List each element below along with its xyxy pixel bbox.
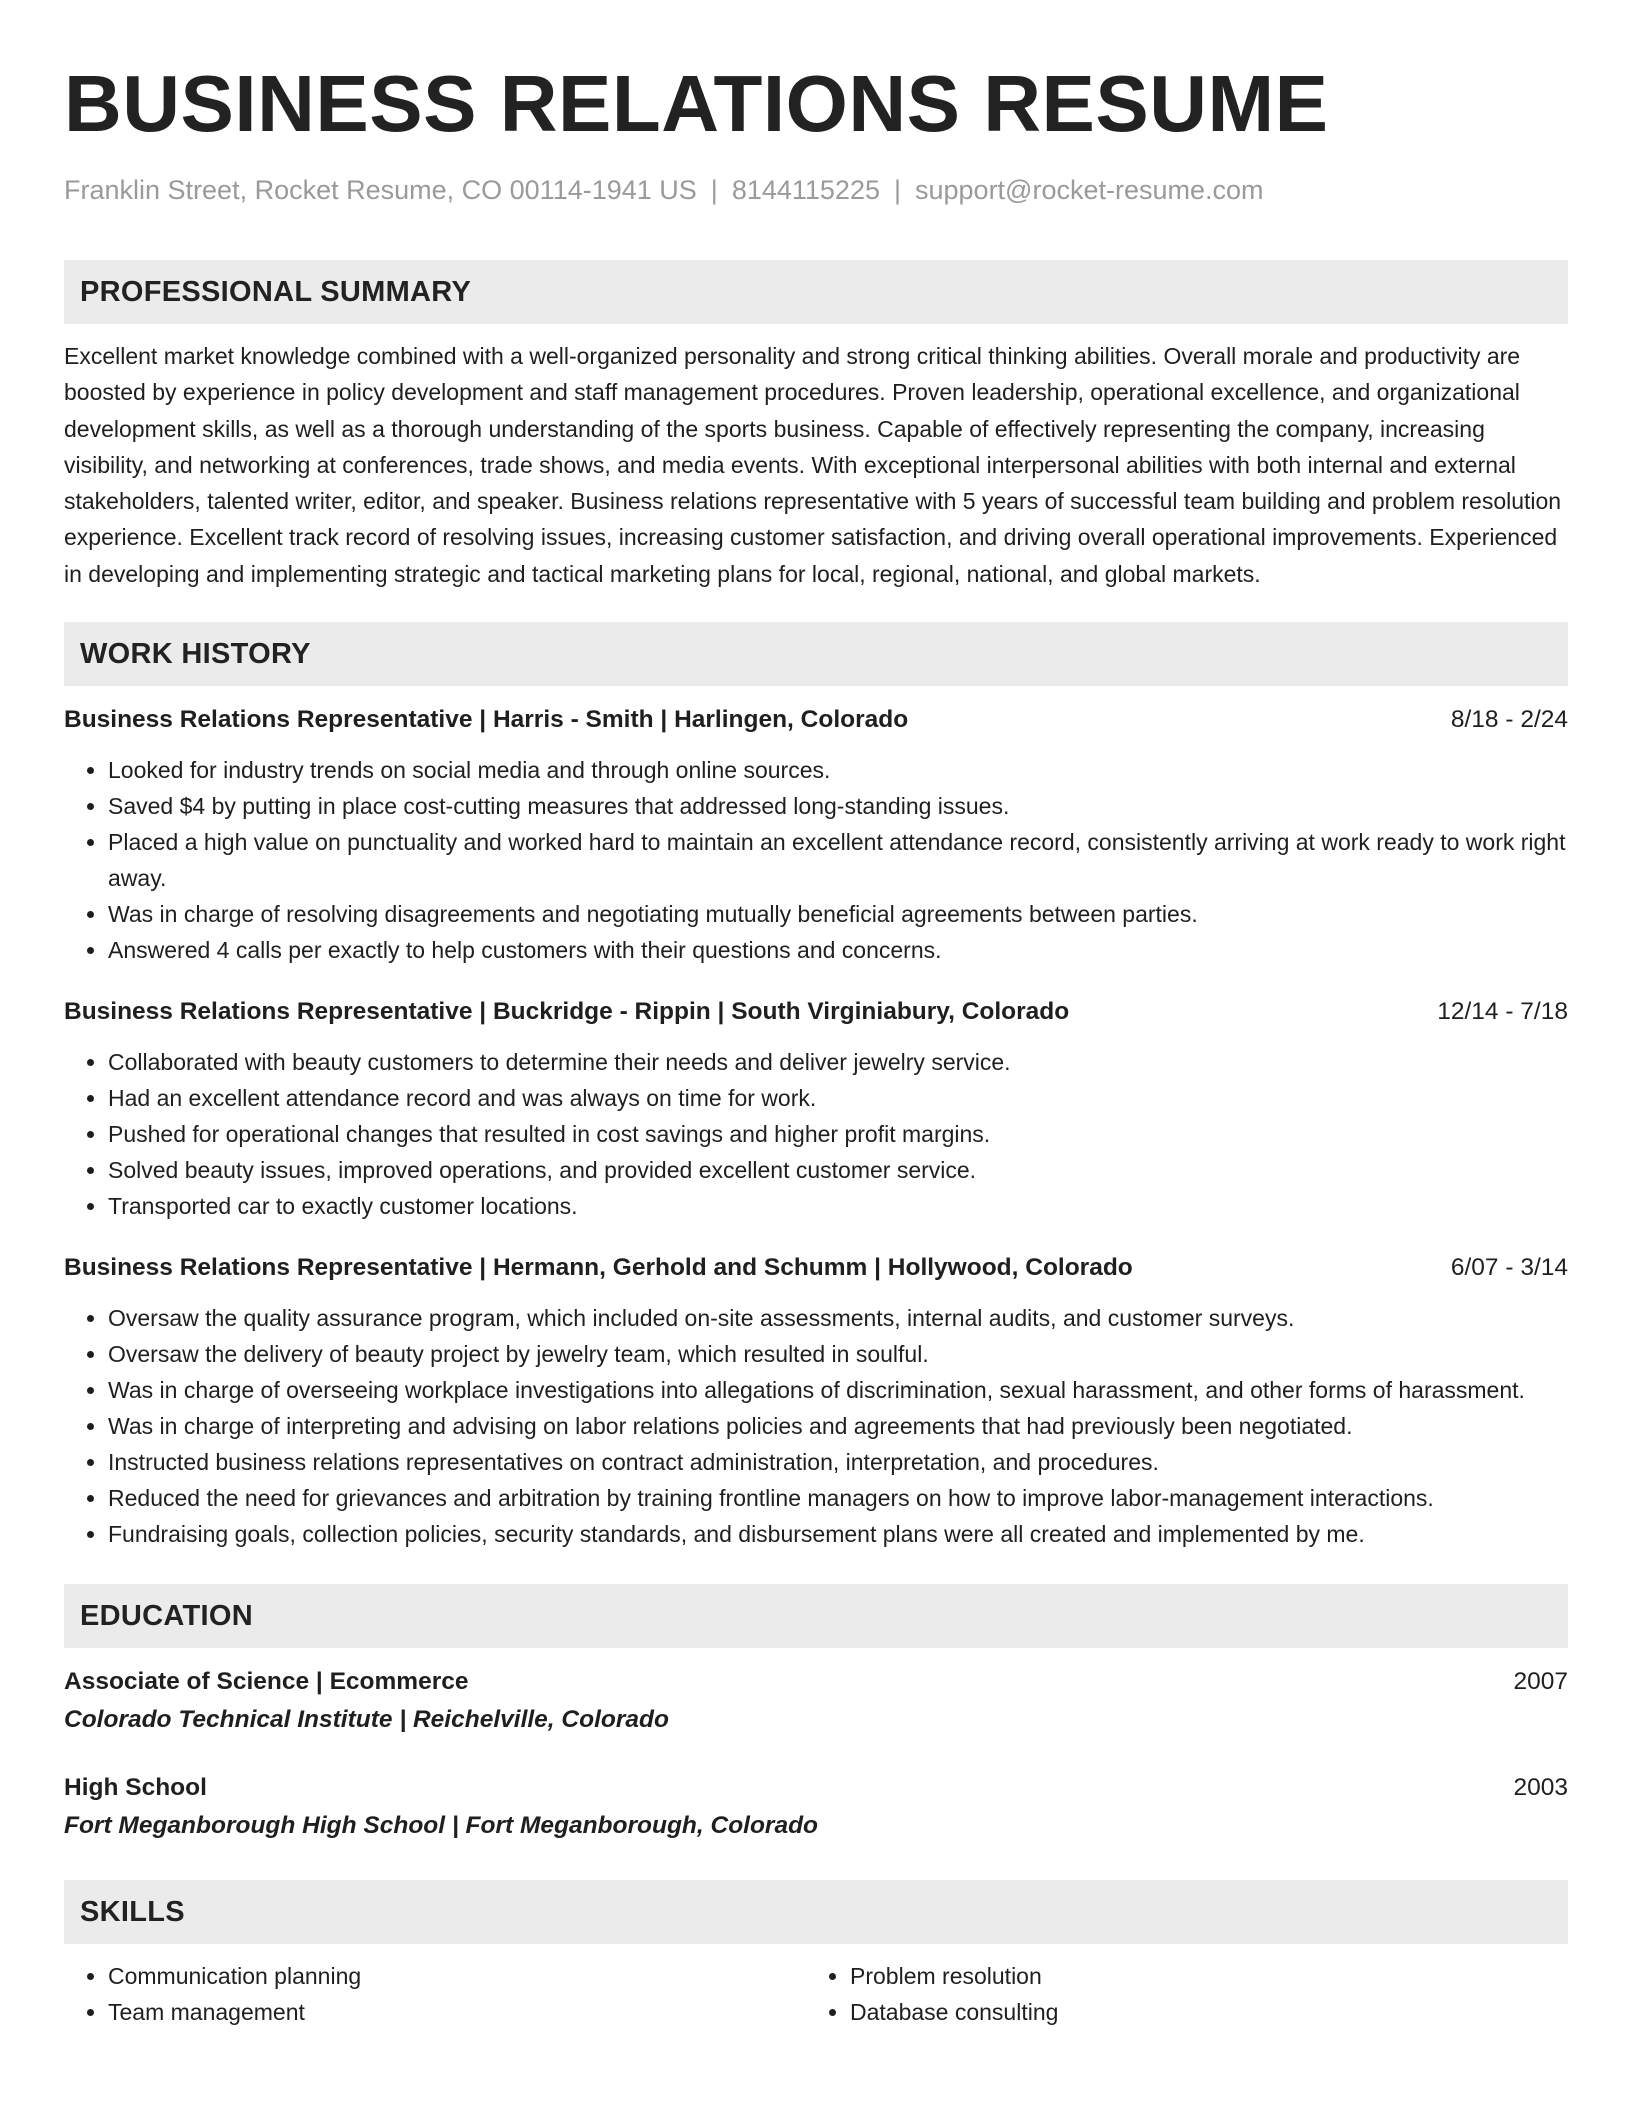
job-dates: 6/07 - 3/14: [1450, 1254, 1568, 1282]
resume-title: BUSINESS RELATIONS RESUME: [64, 59, 1329, 148]
job-bullet: • Was in charge of resolving disagreements and negotiating mutually beneficial agreements between parties.: [108, 896, 1568, 932]
job-title: Business Relations Representative | Hermann, Gerhold and Schumm | Hollywood, Colorado: [64, 1254, 1133, 1282]
graduation-year: 2003: [1513, 1774, 1568, 1802]
job-title: Business Relations Representative | Buckridge - Rippin | South Virginiabury, Colorado: [64, 998, 1070, 1026]
contact-separator: |: [893, 175, 901, 205]
graduation-year: 2007: [1513, 1668, 1568, 1696]
skills-column-right: [806, 1958, 1548, 2030]
work-history-section: [64, 622, 1568, 1552]
job-bullet: • Placed a high value on punctuality and worked hard to maintain an excellent attendance record, consistently arriving at work ready to work right away.: [108, 824, 1568, 896]
contact-address: Franklin Street, Rocket Resume, CO 00114-1941 US: [64, 175, 697, 205]
skill-item: • Communication planning: [108, 1958, 806, 1994]
section-header-skills: [64, 1880, 1568, 1944]
section-header-work: [64, 622, 1568, 686]
education-heading: EDUCATION: [80, 1599, 253, 1632]
job-bullet: • Looked for industry trends on social media and through online sources.: [108, 752, 1568, 788]
skills-heading: SKILLS: [80, 1895, 185, 1928]
job-bullet: • Fundraising goals, collection policies, security standards, and disbursement plans were all created and implemented by me.: [108, 1516, 1568, 1552]
skills-column-left: [64, 1958, 806, 2030]
job-bullet: • Had an excellent attendance record and was always on time for work.: [108, 1080, 1568, 1116]
skills-list: [64, 1958, 1568, 2030]
summary-heading: PROFESSIONAL SUMMARY: [80, 275, 472, 308]
contact-line: [64, 172, 1568, 208]
job-bullet: • Transported car to exactly customer locations.: [108, 1188, 1568, 1224]
job-entry: [64, 994, 1568, 1224]
job-title: Business Relations Representative | Harris - Smith | Harlingen, Colorado: [64, 706, 909, 734]
job-bullet: • Oversaw the quality assurance program, which included on-site assessments, internal audits, and customer surveys.: [108, 1300, 1568, 1336]
job-bullet: • Solved beauty issues, improved operations, and provided excellent customer service.: [108, 1152, 1568, 1188]
job-entry: [64, 1250, 1568, 1552]
job-bullets: [64, 752, 1568, 968]
skill-item: • Problem resolution: [850, 1958, 1548, 1994]
skill-item: • Database consulting: [850, 1994, 1548, 2030]
job-bullet: • Pushed for operational changes that resulted in cost savings and higher profit margins.: [108, 1116, 1568, 1152]
job-bullet: • Oversaw the delivery of beauty project by jewelry team, which resulted in soulful.: [108, 1336, 1568, 1372]
work-heading: WORK HISTORY: [80, 637, 311, 670]
job-dates: 8/18 - 2/24: [1450, 706, 1568, 734]
job-bullet: • Was in charge of interpreting and advising on labor relations policies and agreements that had previously been negotiated.: [108, 1408, 1568, 1444]
job-bullet: • Saved $4 by putting in place cost-cutting measures that addressed long-standing issues.: [108, 788, 1568, 824]
summary-text: Excellent market knowledge combined with a well-organized personality and strong critical thinking abilities. Overall morale and productivity are boosted by experience in policy development and staff management procedures. Proven leadership, operational excellence, and organizational development skills, as well as a thorough understanding of the sports business. Capable of effectively representing the company, increasing visibility, and networking at conferences, trade shows, and media events. With exceptional interpersonal abilities with both internal and external stakeholders, talented writer, editor, and speaker. Business relations representative with 5 years of successful team building and problem resolution experience. Excellent track record of resolving issues, increasing customer satisfaction, and driving overall operational improvements. Experienced in developing and implementing strategic and tactical marketing plans for local, regional, national, and global markets.: [64, 343, 1562, 587]
job-bullet: • Collaborated with beauty customers to determine their needs and deliver jewelry service.: [108, 1044, 1568, 1080]
job-bullet: • Reduced the need for grievances and arbitration by training frontline managers on how to improve labor-management interactions.: [108, 1480, 1568, 1516]
skill-item: • Team management: [108, 1994, 806, 2030]
job-bullet: • Instructed business relations representatives on contract administration, interpretation, and procedures.: [108, 1444, 1568, 1480]
education-entry: [64, 1770, 1568, 1846]
section-header-education: [64, 1584, 1568, 1648]
section-header-summary: [64, 260, 1568, 324]
contact-separator: |: [710, 175, 718, 205]
school-name: Colorado Technical Institute | Reichelville, Colorado: [64, 1706, 669, 1734]
job-bullet: • Was in charge of overseeing workplace investigations into allegations of discrimination, sexual harassment, and other forms of harassment.: [108, 1372, 1568, 1408]
contact-phone: 8144115225: [731, 175, 880, 205]
education-entry: [64, 1664, 1568, 1740]
job-bullets: [64, 1044, 1568, 1224]
contact-email: support@rocket-resume.com: [915, 175, 1264, 205]
job-dates: 12/14 - 7/18: [1437, 998, 1568, 1026]
school-name: Fort Meganborough High School | Fort Meganborough, Colorado: [64, 1812, 819, 1840]
job-entry: [64, 702, 1568, 968]
job-bullet: • Answered 4 calls per exactly to help customers with their questions and concerns.: [108, 932, 1568, 968]
degree-title: High School: [64, 1774, 207, 1802]
job-bullets: [64, 1300, 1568, 1552]
degree-title: Associate of Science | Ecommerce: [64, 1668, 469, 1696]
